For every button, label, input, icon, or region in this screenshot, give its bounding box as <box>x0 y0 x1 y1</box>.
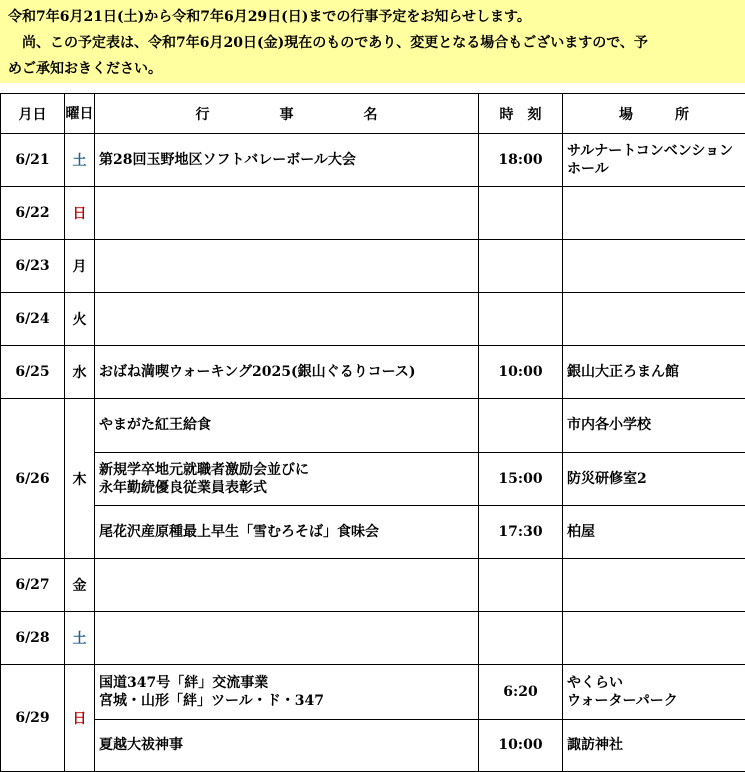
row-event-line-2: 永年勤続優良従業員表彰式 <box>99 479 267 496</box>
row-time: 15:00 <box>479 452 563 505</box>
row-event <box>95 664 479 719</box>
notice-banner <box>0 0 745 83</box>
row-dow: 土 <box>65 134 95 187</box>
row-place <box>563 558 745 611</box>
header-event: 行 事 名 <box>95 94 479 134</box>
table-row <box>1 611 745 664</box>
header-date: 月日 <box>1 94 65 134</box>
table-row <box>1 240 745 293</box>
schedule-table <box>0 93 745 772</box>
row-event <box>95 611 479 664</box>
row-place: 諏訪神社 <box>563 719 745 771</box>
row-place: 市内各小学校 <box>563 399 745 452</box>
row-event <box>95 240 479 293</box>
row-event <box>95 558 479 611</box>
notice-line-3: めご承知おきください。 <box>8 61 162 77</box>
row-dow: 日 <box>65 664 95 771</box>
row-date: 6/29 <box>1 664 65 771</box>
row-event: おばね満喫ウォーキング2025(銀山ぐるりコース) <box>95 346 479 399</box>
row-dow: 月 <box>65 240 95 293</box>
row-place <box>563 240 745 293</box>
row-event <box>95 452 479 505</box>
row-date: 6/28 <box>1 611 65 664</box>
row-date: 6/21 <box>1 134 65 187</box>
row-dow: 水 <box>65 346 95 399</box>
header-row <box>1 94 745 134</box>
notice-line-1: 令和7年6月21日(土)から令和7年6月29日(日)までの行事予定をお知らせします。 <box>8 9 531 25</box>
row-event: 夏越大祓神事 <box>95 719 479 771</box>
row-dow: 火 <box>65 293 95 346</box>
table-row <box>1 293 745 346</box>
row-place-line-1: やくらい <box>567 674 623 691</box>
table-row <box>1 134 745 187</box>
table-row <box>1 558 745 611</box>
row-place-line-2: ウォーターパーク <box>567 692 678 709</box>
notice-line-2: 尚、この予定表は、令和7年6月20日(金)現在のものであり、変更となる場合もございますので、予 <box>8 35 648 51</box>
table-row <box>1 187 745 240</box>
row-place: サルナートコンベンションホール <box>563 134 745 187</box>
row-date: 6/24 <box>1 293 65 346</box>
table-row <box>1 346 745 399</box>
row-event-line-1: 新規学卒地元就職者激励会並びに <box>99 461 309 478</box>
row-event-line-2: 宮城・山形「絆」ツール・ド・347 <box>99 692 324 709</box>
table-row <box>1 505 745 558</box>
row-time: 10:00 <box>479 346 563 399</box>
row-event <box>95 187 479 240</box>
row-event: やまがた紅王給食 <box>95 399 479 452</box>
table-row <box>1 719 745 771</box>
table-row <box>1 452 745 505</box>
header-dow: 曜日 <box>65 94 95 134</box>
row-time <box>479 293 563 346</box>
row-time <box>479 611 563 664</box>
row-dow: 土 <box>65 611 95 664</box>
row-place <box>563 293 745 346</box>
row-dow: 日 <box>65 187 95 240</box>
row-time: 10:00 <box>479 719 563 771</box>
row-place <box>563 611 745 664</box>
row-date: 6/22 <box>1 187 65 240</box>
row-time <box>479 558 563 611</box>
row-place: 柏屋 <box>563 505 745 558</box>
row-date: 6/23 <box>1 240 65 293</box>
row-date: 6/25 <box>1 346 65 399</box>
row-date: 6/27 <box>1 558 65 611</box>
row-dow: 木 <box>65 399 95 558</box>
row-event <box>95 293 479 346</box>
row-dow: 金 <box>65 558 95 611</box>
row-time <box>479 240 563 293</box>
row-time: 6:20 <box>479 664 563 719</box>
table-row <box>1 664 745 719</box>
row-event-line-1: 国道347号「絆」交流事業 <box>99 674 269 691</box>
row-time <box>479 399 563 452</box>
header-place: 場 所 <box>563 94 745 134</box>
row-event: 第28回玉野地区ソフトバレーボール大会 <box>95 134 479 187</box>
row-date: 6/26 <box>1 399 65 558</box>
row-place: 防災研修室2 <box>563 452 745 505</box>
row-place: 銀山大正ろまん館 <box>563 346 745 399</box>
row-event: 尾花沢産原種最上早生「雪むろそば」食味会 <box>95 505 479 558</box>
row-place <box>563 664 745 719</box>
row-time <box>479 187 563 240</box>
header-time: 時 刻 <box>479 94 563 134</box>
row-time: 18:00 <box>479 134 563 187</box>
row-place <box>563 187 745 240</box>
row-time: 17:30 <box>479 505 563 558</box>
table-row <box>1 399 745 452</box>
